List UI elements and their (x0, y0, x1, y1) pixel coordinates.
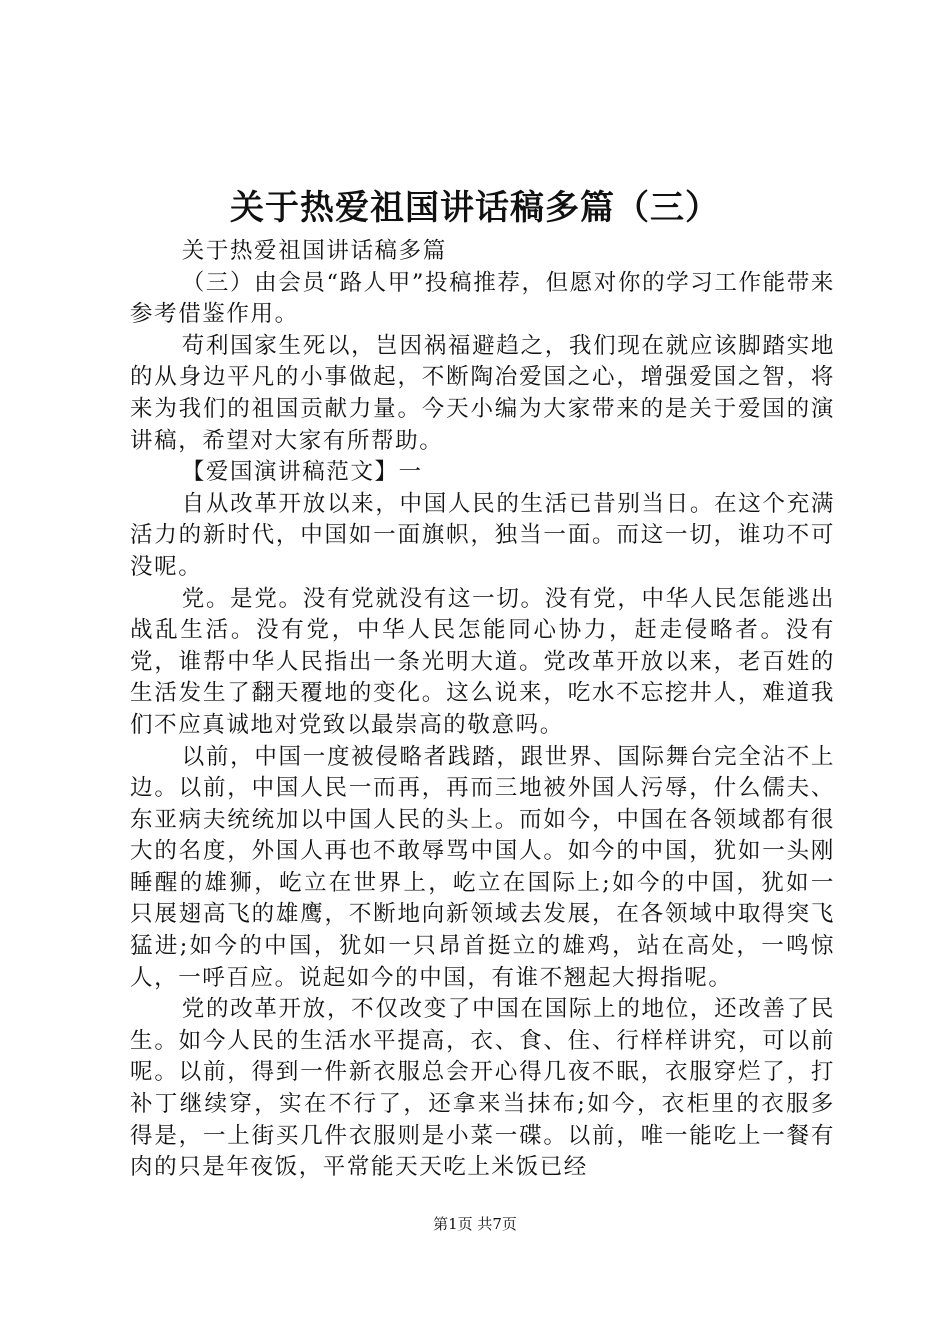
paragraph: 苟利国家生死以，岂因祸福避趋之，我们现在就应该脚踏实地的从身边平凡的小事做起，不断陶冶爱国之心，增强爱国之智，将来为我们的祖国贡献力量。今天小编为大家带来的是关于爱国的演讲稿，希望对大家有所帮助。 (130, 332, 835, 454)
paragraph: （三）由会员“路人甲”投稿推荐，但愿对你的学习工作能带来参考借鉴作用。 (130, 269, 835, 328)
paragraph: 党的改革开放，不仅改变了中国在国际上的地位，还改善了民生。如今人民的生活水平提高，衣、食、住、行样样讲究，可以前呢。以前，得到一件新衣服总会开心得几夜不眠，衣服穿烂了，打补丁继续穿，实在不行了，还拿来当抹布;如今，衣柜里的衣服多得是，一上街买几件衣服则是小菜一碟。以前，唯一能吃上一餐有肉的只是年夜饭，平常能天天吃上米饭已经 (130, 996, 835, 1181)
paragraph: 【爱国演讲稿范文】一 (181, 459, 423, 486)
document-title: 关于热爱祖国讲话稿多篇（三） (230, 188, 720, 228)
page-number: 第1页 共7页 (433, 1215, 517, 1233)
paragraph: 以前，中国一度被侵略者践踏，跟世界、国际舞台完全沾不上边。以前，中国人民一而再，再而三地被外国人污辱，什么儒夫、东亚病夫统统加以中国人民的头上。而如今，中国在各领域都有很大的名度，外国人再也不敢辱骂中国人。如今的中国，犹如一头刚睡醒的雄狮，屹立在世界上，屹立在国际上;如今的中国，犹如一只展翅高飞的雄鹰，不断地向新领域去发展，在各领域中取得突飞猛进;如今的中国，犹如一只昂首挺立的雄鸡，站在高处，一鸣惊人，一呼百应。说起如今的中国，有谁不翘起大拇指呢。 (130, 743, 835, 991)
paragraph: 关于热爱祖国讲话稿多篇 (181, 238, 447, 264)
paragraph: 自从改革开放以来，中国人民的生活已昔别当日。在这个充满活力的新时代，中国如一面旗帜，独当一面。而这一切，谁功不可没呢。 (130, 490, 835, 580)
page-footer (0, 1213, 950, 1235)
paragraph: 党。是党。没有党就没有这一切。没有党，中华人民怎能逃出战乱生活。没有党，中华人民怎能同心协力，赶走侵略者。没有党，谁帮中华人民指出一条光明大道。党改革开放以来，老百姓的生活发生了翻天覆地的变化。这么说来，吃水不忘挖井人，难道我们不应真诚地对党致以最崇高的敬意吗。 (130, 585, 835, 738)
document-body (130, 236, 835, 1184)
